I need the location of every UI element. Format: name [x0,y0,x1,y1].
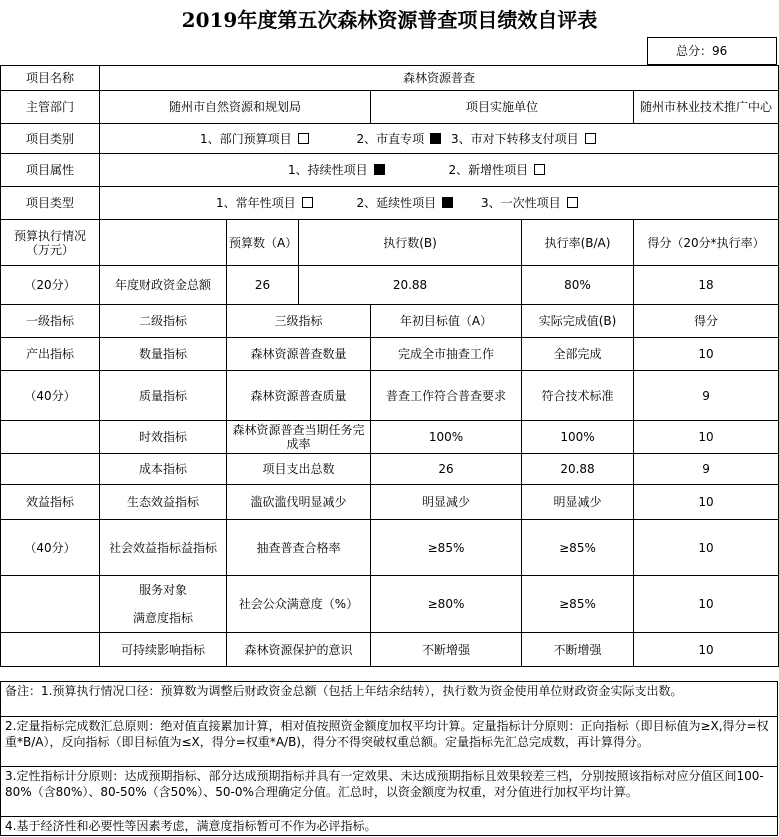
total-score: 总分：96 [647,37,777,65]
target-cell: 普查工作符合普查要求 [371,371,522,421]
l2-cell: 生态效益指标 [100,485,227,520]
checkbox-icon[interactable] [298,133,309,144]
evaluation-table [0,65,779,667]
project-name: 森林资源普查 [100,66,779,91]
attr-option-2[interactable] [448,163,547,177]
table-row [1,485,779,520]
actual-cell: ≥85% [522,520,634,576]
actual-header: 实际完成值(B) [522,305,634,338]
type-option-1[interactable] [216,196,315,210]
row-type [1,187,779,220]
dept-label: 主管部门 [1,91,100,124]
checkbox-icon[interactable] [567,197,578,208]
l3-cell: 项目支出总数 [227,454,371,485]
note-4: 4.基于经济性和必要性等因素考虑，满意度指标暂可不作为必评指标。 [0,817,778,836]
row-attribute [1,154,779,187]
dept-value: 随州市自然资源和规划局 [100,91,371,124]
score-cell: 9 [634,454,779,485]
table-row [1,454,779,485]
table-row [1,338,779,371]
row-category [1,124,779,154]
score-cell: 10 [634,485,779,520]
checkbox-icon[interactable] [302,197,313,208]
checkbox-checked-icon[interactable] [374,164,385,175]
budget-score-header: 得分（20分*执行率） [634,220,779,266]
exec-amount-header: 执行数(B) [299,220,522,266]
output-score-label: （40分） [1,371,100,421]
output-label: 产出指标 [1,338,100,371]
option-label: 3、市对下转移支付项目 [450,131,579,146]
exec-rate: 80% [522,266,634,305]
l3-header: 三级指标 [227,305,371,338]
type-options [100,187,779,220]
benefit-score-label: （40分） [1,520,100,576]
page-title: 2019年度第五次森林资源普查项目绩效自评表 [181,8,598,32]
budget-label: 预算执行情况（万元） [1,220,100,266]
target-cell: ≥80% [371,576,522,633]
score-cell: 10 [634,576,779,633]
budget-amount-header: 预算数（A） [227,220,299,266]
option-label: 1、部门预算项目 [200,131,292,146]
option-label: 2、新增性项目 [448,163,529,177]
option-label: 1、常年性项目 [216,196,296,210]
table-row [1,520,779,576]
target-cell: 明显减少 [371,485,522,520]
checkbox-checked-icon[interactable] [430,133,441,144]
l3-cell: 社会公众满意度（%） [227,576,371,633]
attr-label: 项目属性 [1,154,100,187]
l2-cell: 成本指标 [100,454,227,485]
note-1: 备注：1.预算执行情况口径：预算数为调整后财政资金总额（包括上年结余结转），执行数为资金使用单位财政资金实际支出数。 [0,681,778,717]
l2-cell-line2: 满意度指标 [132,611,193,625]
target-cell: 完成全市抽查工作 [371,338,522,371]
table-row [1,576,779,633]
target-cell: 100% [371,421,522,454]
category-options [100,124,779,154]
row-budget-header [1,220,779,266]
l2-cell: 质量指标 [100,371,227,421]
row-indicator-header [1,305,779,338]
budget-amount: 26 [227,266,299,305]
l2-cell-line1: 服务对象 [138,583,187,597]
target-cell: 26 [371,454,522,485]
checkbox-checked-icon[interactable] [442,197,453,208]
table-row [1,421,779,454]
table-row [1,371,779,421]
l3-cell: 森林资源保护的意识 [227,633,371,667]
l3-cell: 森林资源普查数量 [227,338,371,371]
option-label: 1、持续性项目 [288,163,368,177]
option-label: 2、延续性项目 [356,196,437,210]
actual-cell: ≥85% [522,576,634,633]
category-option-3[interactable] [451,132,598,146]
l1-header: 一级指标 [1,305,100,338]
option-label: 2、市直专项 [356,131,425,146]
l2-cell: 可持续影响指标 [100,633,227,667]
checkbox-icon[interactable] [534,164,545,175]
type-option-3[interactable] [481,196,580,210]
score-cell: 9 [634,371,779,421]
l2-cell: 数量指标 [100,338,227,371]
target-cell: 不断增强 [371,633,522,667]
score-cell: 10 [634,338,779,371]
impl-label: 项目实施单位 [371,91,634,124]
l2-header: 二级指标 [100,305,227,338]
actual-cell: 20.88 [522,454,634,485]
score-header: 得分 [634,305,779,338]
score-cell: 10 [634,520,779,576]
actual-cell: 明显减少 [522,485,634,520]
budget-score-label: （20分） [1,266,100,305]
exec-amount: 20.88 [299,266,522,305]
l2-cell: 社会效益指标益指标 [100,520,227,576]
impl-unit: 随州市林业技术推广中心 [634,91,779,124]
fiscal-total-label: 年度财政资金总额 [100,266,227,305]
table-row [1,633,779,667]
actual-cell: 不断增强 [522,633,634,667]
total-score-row [0,37,779,65]
l3-cell: 抽查普查合格率 [227,520,371,576]
category-label: 项目类别 [1,124,100,154]
note-2: 2.定量指标完成数汇总原则：绝对值直接累加计算，相对值按照资金额度加权平均计算。定量指标计分原则：正向指标（即目标值为≥X,得分=权重*B/A），反向指标（即目标值为≤X，得分=权重*A/B)，得分不得突破权重总额。定量指标先汇总完成数，再计算得分。 [0,717,778,767]
attr-options [100,154,779,187]
actual-cell: 100% [522,421,634,454]
type-label: 项目类型 [1,187,100,220]
type-option-2[interactable] [356,196,455,210]
actual-cell: 全部完成 [522,338,634,371]
l2-cell: 时效指标 [100,421,227,454]
benefit-label: 效益指标 [1,485,100,520]
score-cell: 10 [634,421,779,454]
category-option-1[interactable] [200,132,311,146]
l3-cell: 滥砍滥伐明显减少 [227,485,371,520]
target-header: 年初目标值（A） [371,305,522,338]
exec-rate-header: 执行率(B/A) [522,220,634,266]
l2-cell [100,576,227,633]
score-cell: 10 [634,633,779,667]
checkbox-icon[interactable] [585,133,596,144]
l3-cell: 森林资源普查质量 [227,371,371,421]
attr-option-1[interactable] [288,163,387,177]
option-label: 3、一次性项目 [480,196,561,210]
target-cell: ≥85% [371,520,522,576]
budget-score: 18 [634,266,779,305]
note-3: 3.定性指标计分原则：达成预期指标、部分达成预期指标并具有一定效果、未达成预期指标且效果较差三档，分别按照该指标对应分值区间100-80%（含80%）、80-50%（含50%）、50-0%合理确定分值。汇总时，以资金额度为权重，对分值进行加权平均计算。 [0,767,778,817]
category-option-2[interactable] [356,132,443,146]
row-dept [1,91,779,124]
project-name-label: 项目名称 [1,66,100,91]
notes [0,681,778,836]
l3-cell: 森林资源普查当期任务完成率 [227,421,371,454]
row-budget-values [1,266,779,305]
row-project-name [1,66,779,91]
actual-cell: 符合技术标准 [522,371,634,421]
